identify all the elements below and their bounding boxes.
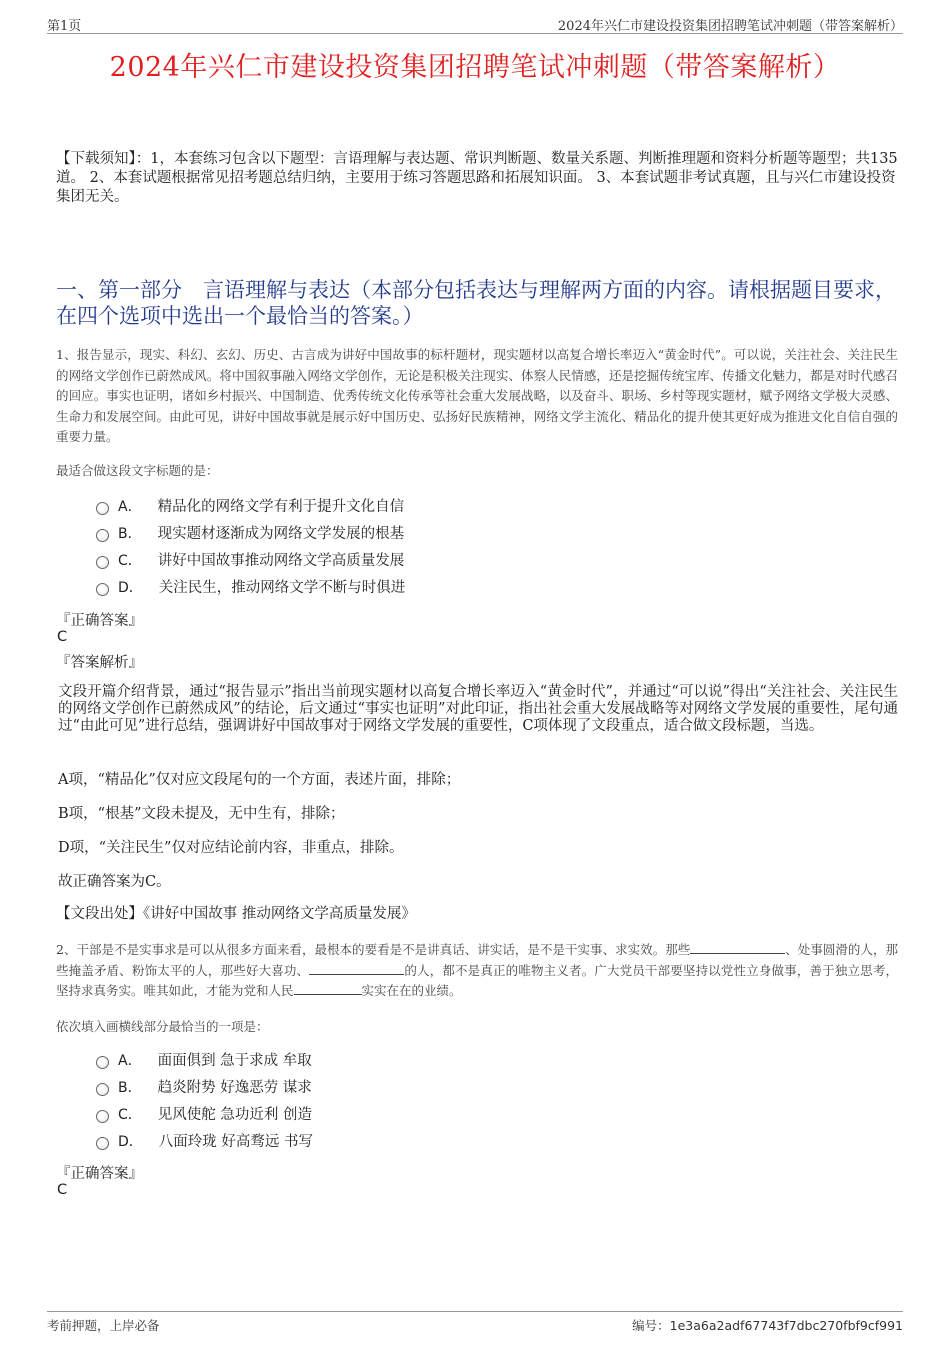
question-2-answer: C xyxy=(57,1182,68,1198)
radio-icon[interactable] xyxy=(96,502,109,515)
question-2-option-a[interactable]: A． 面面俱到 急于求成 牟取 xyxy=(96,1046,313,1073)
footer-slogan: 考前押题，上岸必备 xyxy=(47,1318,160,1333)
question-1-answer: C xyxy=(57,629,68,645)
question-2-prompt: 依次填入画横线部分最恰当的一项是： xyxy=(56,1019,269,1034)
page-number: 第1页 xyxy=(47,19,82,34)
question-2-option-c[interactable]: C． 见风使舵 急功近利 创造 xyxy=(96,1100,313,1127)
section-heading: 一、第一部分 言语理解与表达（本部分包括表达与理解两方面的内容。请根据题目要求，在四个选项中选出一个最恰当的答案。） xyxy=(56,278,896,328)
question-2-option-d[interactable]: D． 八面玲珑 好高骛远 书写 xyxy=(96,1127,313,1154)
analysis-option-d: D项，“关注民生”仅对应结论前内容，非重点，排除。 xyxy=(58,840,404,856)
question-1-option-a[interactable]: A． 精品化的网络文学有利于提升文化自信 xyxy=(96,492,405,519)
analysis-conclusion: 故正确答案为C。 xyxy=(58,874,171,890)
radio-icon[interactable] xyxy=(96,1110,109,1123)
question-1-option-c[interactable]: C． 讲好中国故事推动网络文学高质量发展 xyxy=(96,546,405,573)
analysis-source: 【文段出处】《讲好中国故事 推动网络文学高质量发展》 xyxy=(56,906,416,922)
question-2-answer-label: 『正确答案』 xyxy=(56,1166,143,1182)
analysis-paragraph: 文段开篇介绍背景，通过“报告显示”指出当前现实题材以高复合增长率迈入“黄金时代”，并通过“可以说”得出“关注社会、关注民生的网络文学创作已蔚然成风”的结论，后文通过“事实也证明”对此印证，指出社会重大发展战略等对网络文学发展的重要性，尾句通过“由此可见”进行总结，强调讲好中国故事对于网络文学发展的重要性，C项体现了文段重点，适合做文段标题，当选。 xyxy=(58,684,898,734)
question-2-options xyxy=(96,1046,313,1154)
question-2-option-b[interactable]: B． 趋炎附势 好逸恶劳 谋求 xyxy=(96,1073,313,1100)
question-1-text: 1、报告显示，现实、科幻、玄幻、历史、古言成为讲好中国故事的标杆题材，现实题材以高复合增长率迈入“黄金时代”。可以说，关注社会、关注民生的网络文学创作已蔚然成风。将中国叙事融入网络文学创作，无论是积极关注现实、体察人民情感，还是挖掘传统宝库、传播文化魅力，都是对时代感召的回应。事实也证明，诸如乡村振兴、中国制造、优秀传统文化传承等社会重大发展战略，以及奋斗、职场、乡村等现实题材，赋予网络文学极大灵感、生命力和发展空间。由此可见，讲好中国故事就是展示好中国历史、弘扬好民族精神，网络文学主流化、精品化的提升使其更好成为推进文化自信自强的重要力量。 xyxy=(56,347,898,444)
fill-blank-1 xyxy=(690,941,785,954)
question-1-options xyxy=(96,492,405,600)
question-1-prompt: 最适合做这段文字标题的是： xyxy=(56,463,219,478)
question-1-analysis-label: 『答案解析』 xyxy=(56,655,143,671)
radio-icon[interactable] xyxy=(96,556,109,569)
question-1-answer-label: 『正确答案』 xyxy=(56,613,143,629)
radio-icon[interactable] xyxy=(96,583,109,596)
page-footer xyxy=(47,1311,903,1336)
footer-code: 编号：1e3a6a2adf67743f7dbc270fbf9cf991 xyxy=(632,1318,903,1333)
radio-icon[interactable] xyxy=(96,1056,109,1069)
question-1-option-d[interactable]: D． 关注民生，推动网络文学不断与时俱进 xyxy=(96,573,405,600)
fill-blank-3 xyxy=(294,982,362,995)
question-2-text: 2、干部是不是实事求是可以从很多方面来看，最根本的要看是不是讲真话、讲实话，是不是干实事、求实效。那些 、处事圆滑的人，那些掩盖矛盾、粉饰太平的人，那些好大喜功、 的人，都不是真正的唯物主义者。广大党员干部要坚持以党性立身做事，善于独立思考，坚持求真务实。唯其如此，才能为党和人民 实实在在的业绩。 xyxy=(56,942,898,998)
question-1-option-b[interactable]: B． 现实题材逐渐成为网络文学发展的根基 xyxy=(96,519,405,546)
page-header xyxy=(47,13,903,34)
radio-icon[interactable] xyxy=(96,529,109,542)
fill-blank-2 xyxy=(309,962,404,975)
analysis-option-a: A项，“精品化”仅对应文段尾句的一个方面，表述片面，排除； xyxy=(58,772,461,788)
analysis-option-b: B项，“根基”文段未提及，无中生有，排除； xyxy=(58,806,345,822)
radio-icon[interactable] xyxy=(96,1137,109,1150)
document-title: 2024年兴仁市建设投资集团招聘笔试冲刺题（带答案解析） xyxy=(109,52,841,83)
radio-icon[interactable] xyxy=(96,1083,109,1096)
header-doc-title: 2024年兴仁市建设投资集团招聘笔试冲刺题（带答案解析） xyxy=(557,19,903,34)
download-notice: 【下载须知】：1，本套练习包含以下题型：言语理解与表达题、常识判断题、数量关系题、判断推理题和资料分析题等题型；共135道。 2、本套试题根据常见招考题总结归纳，主要用于练习答题思路和拓展知识面。 3、本套试题非考试真题，且与兴仁市建设投资集团无关。 xyxy=(56,151,898,205)
